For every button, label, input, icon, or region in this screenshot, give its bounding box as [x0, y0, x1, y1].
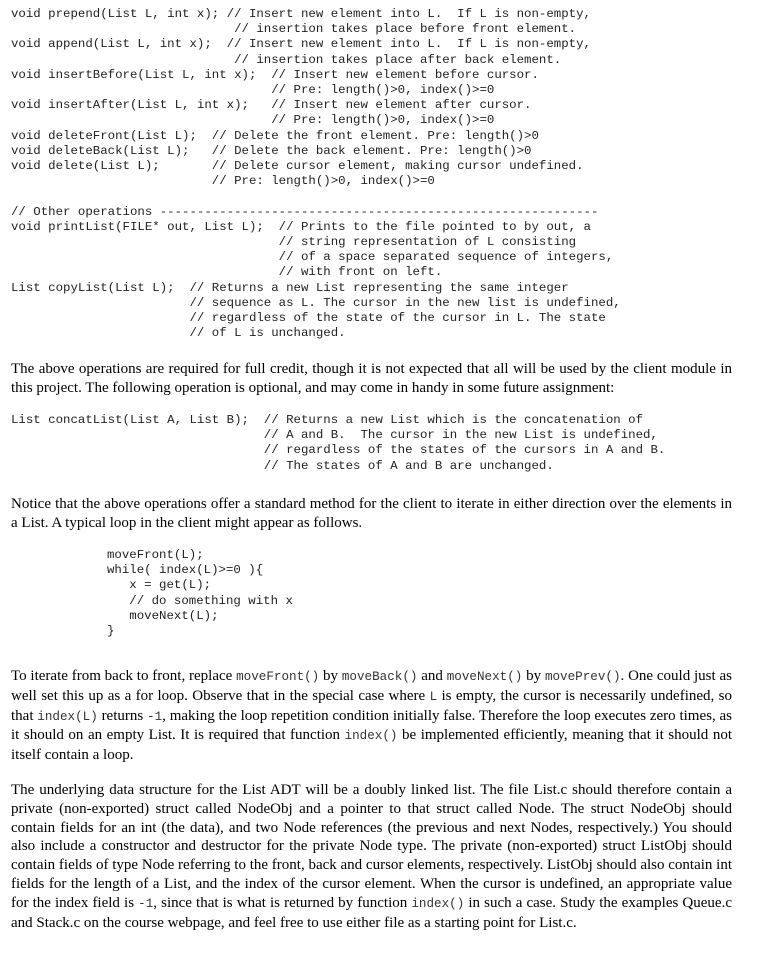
- inline-code: index(): [411, 896, 465, 911]
- inline-code: moveNext(): [446, 670, 523, 684]
- inline-code: L: [429, 689, 438, 704]
- paragraph-data-structure: The underlying data structure for the List ADT will be a doubly linked list. The file List.c should therefore contain a private (non-exported) struct called NodeObj and a pointer to that struct called Node. The struct NodeObj should contain fields for an int (the data), and two Node references (the previous and next Nodes, respectively.) You should also include a constructor and destructor for the private Node type. The private (non-exported) struct ListObj should contain fields of type Node referring to the front, back and cursor elements, respectively. ListObj should also contain int fields for the length of a List, and the index of the cursor element. When the cursor is undefined, an appropriate value for the index field is -1, since that is what is returned by function index() in such a case. Study the examples Queue.c and Stack.c on the course webpage, and feel free to use either file as a starting point for List.c.: [11, 782, 732, 931]
- code-block-list-operations: void prepend(List L, int x); // Insert new element into L. If L is non-empty, // insertion takes place before front element. void append(List L, int x); // Insert new element into L. If L is non-empty, // insertion takes place after back element. void insertBefore(List L, int x); // Insert new element before cursor. // Pre: length()>0, index()>=0 void insertAfter(List L, int x); // Insert new element after cursor. // Pre: length()>0, index()>=0 void deleteFront(List L); // Delete the front element. Pre: length()>0 void deleteBack(List L); // Delete the back element. Pre: length()>0 void delete(List L); // Delete cursor element, making cursor undefined. // Pre: length()>0, index()>=0 // Other operations ----------------------------------------------------------- void printList(FILE* out, List L); // Prints to the file pointed to by out, a // string representation of L consisting // of a space separated sequence of integers, // with front on left. List copyList(List L); // Returns a new List representing the same integer // sequence as L. The cursor in the new list is undefined, // regardless of the state of the cursor in L. The state // of L is unchanged.: [11, 7, 621, 341]
- inline-code: -1: [138, 896, 154, 911]
- code-block-iteration-loop: moveFront(L); while( index(L)>=0 ){ x = get(L); // do something with x moveNext(L); }: [107, 548, 293, 639]
- paragraph-required-operations: The above operations are required for full credit, though it is not expected that all will be used by the client module in this project. The following operation is optional, and may come in handy in some future assignment:: [11, 361, 732, 396]
- inline-code: moveBack(): [341, 670, 418, 684]
- paragraph-iterate-back-to-front: To iterate from back to front, replace moveFront() by moveBack() and moveNext() by movePrev(). One could just as well set this up as a for loop. Observe that in the special case where L is empty, the cursor is necessarily undefined, so that index(L) returns -1, making the loop repetition condition initially false. Therefore the loop executes zero times, as it should on an empty List. It is required that function index() be implemented efficiently, meaning that it should not itself contain a loop.: [11, 668, 732, 764]
- inline-code: index(L): [37, 709, 98, 724]
- code-block-concat-list: List concatList(List A, List B); // Returns a new List which is the concatenation of // A and B. The cursor in the new List is undefined, // regardless of the states of the cursors in A and B. // The states of A and B are unchanged.: [11, 413, 666, 473]
- inline-code: index(): [344, 729, 398, 744]
- inline-code: -1: [147, 709, 163, 724]
- inline-code: moveFront(): [236, 670, 320, 684]
- inline-code: movePrev(): [544, 670, 621, 684]
- paragraph-iteration-intro: Notice that the above operations offer a standard method for the client to iterate in either direction over the elements in a List. A typical loop in the client might appear as follows.: [11, 496, 732, 531]
